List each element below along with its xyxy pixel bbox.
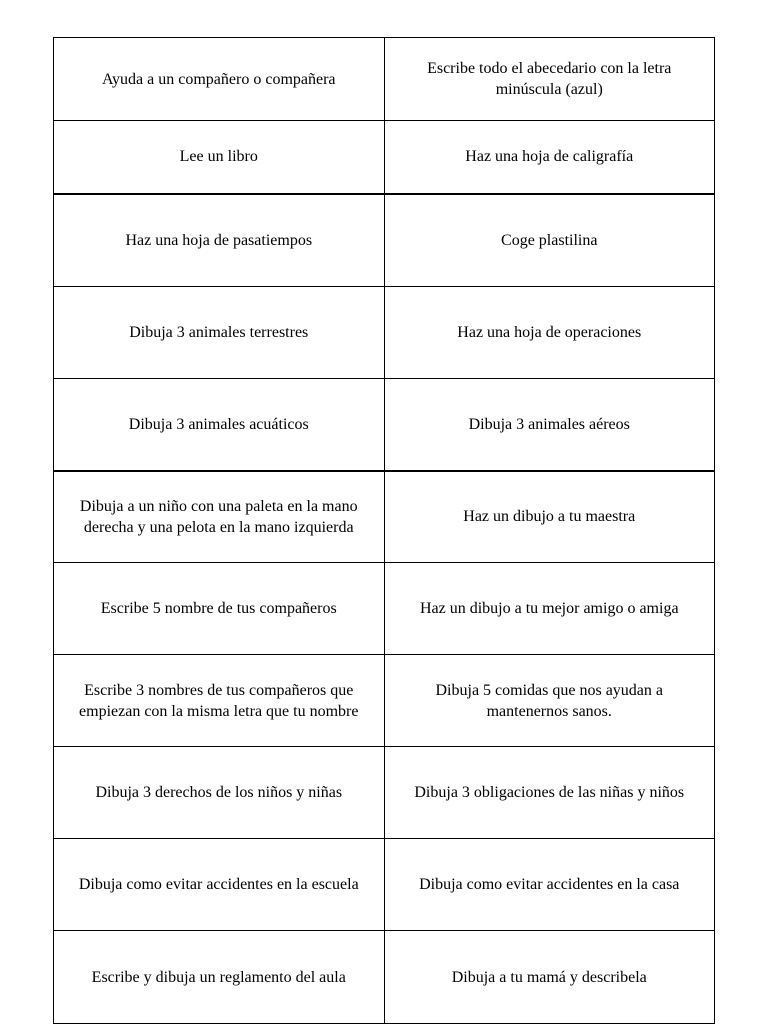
table-row — [54, 38, 715, 121]
activity-card: Haz un dibujo a tu mejor amigo o amiga — [384, 563, 715, 655]
activity-card: Dibuja como evitar accidentes en la casa — [384, 839, 715, 931]
table-row — [54, 194, 715, 287]
table-row — [54, 655, 715, 747]
activity-card: Dibuja 3 animales acuáticos — [54, 379, 385, 471]
activity-card: Haz una hoja de pasatiempos — [54, 194, 385, 287]
activity-card: Dibuja 3 obligaciones de las niñas y niños — [384, 747, 715, 839]
table-row — [54, 121, 715, 194]
activity-card: Ayuda a un compañero o compañera — [54, 38, 385, 121]
activity-card: Dibuja 5 comidas que nos ayudan a mantenernos sanos. — [384, 655, 715, 747]
activity-cards-table — [53, 37, 715, 1024]
activity-card: Dibuja 3 animales terrestres — [54, 287, 385, 379]
table-row — [54, 471, 715, 563]
activity-card: Coge plastilina — [384, 194, 715, 287]
table-row — [54, 379, 715, 471]
activity-card: Dibuja 3 derechos de los niños y niñas — [54, 747, 385, 839]
table-row — [54, 563, 715, 655]
activity-card: Lee un libro — [54, 121, 385, 194]
activity-card: Dibuja como evitar accidentes en la escuela — [54, 839, 385, 931]
activity-card: Escribe y dibuja un reglamento del aula — [54, 931, 385, 1024]
activity-card: Escribe todo el abecedario con la letra minúscula (azul) — [384, 38, 715, 121]
activity-card: Haz un dibujo a tu maestra — [384, 471, 715, 563]
activity-card: Dibuja a tu mamá y describela — [384, 931, 715, 1024]
activity-card: Haz una hoja de operaciones — [384, 287, 715, 379]
activity-card: Escribe 3 nombres de tus compañeros que empiezan con la misma letra que tu nombre — [54, 655, 385, 747]
activity-card: Escribe 5 nombre de tus compañeros — [54, 563, 385, 655]
table-row — [54, 839, 715, 931]
activity-card: Dibuja a un niño con una paleta en la mano derecha y una pelota en la mano izquierda — [54, 471, 385, 563]
table-row — [54, 747, 715, 839]
activity-card: Haz una hoja de caligrafía — [384, 121, 715, 194]
table-row — [54, 931, 715, 1024]
activity-card: Dibuja 3 animales aéreos — [384, 379, 715, 471]
table-row — [54, 287, 715, 379]
